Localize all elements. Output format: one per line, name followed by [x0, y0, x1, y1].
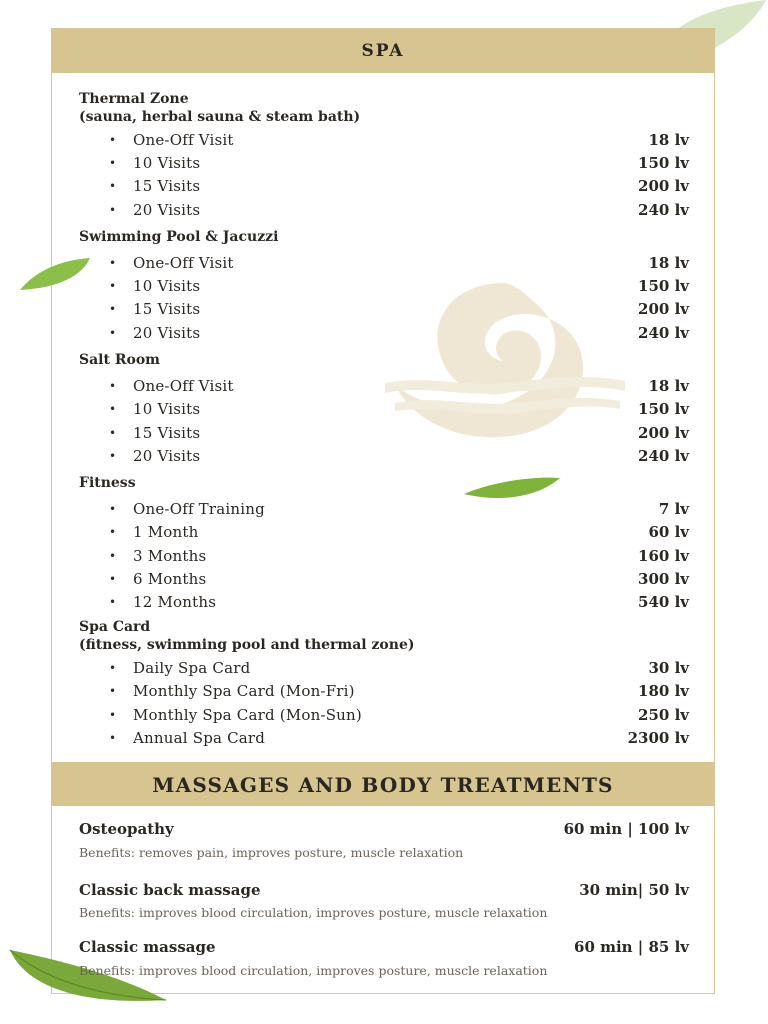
item-label: Annual Spa Card	[133, 729, 266, 747]
item-price: 250 lv	[638, 706, 689, 724]
section-heading-thermal-zone	[79, 90, 360, 126]
price-row	[79, 704, 689, 726]
price-row	[79, 521, 689, 543]
price-row	[79, 568, 689, 590]
bullet: •	[109, 549, 117, 563]
section-subtitle: (fitness, swimming pool and thermal zone)	[79, 637, 415, 653]
item-label: 20 Visits	[133, 201, 201, 219]
item-label: One-Off Visit	[133, 377, 234, 395]
section-heading-spa-card	[79, 618, 414, 654]
item-label: Daily Spa Card	[133, 659, 251, 677]
price-row	[79, 275, 689, 297]
treatment-benefits: Benefits: improves blood circulation, improves posture, muscle relaxation	[79, 963, 548, 978]
price-row	[79, 252, 689, 274]
section-title: Fitness	[79, 475, 136, 491]
bullet: •	[109, 502, 117, 516]
item-price: 160 lv	[638, 547, 689, 565]
item-label: 15 Visits	[133, 300, 201, 318]
item-label: 10 Visits	[133, 154, 201, 172]
item-label: One-Off Visit	[133, 254, 234, 272]
item-price: 200 lv	[638, 424, 689, 442]
item-price: 7 lv	[658, 500, 689, 518]
spa-title-band	[51, 28, 715, 73]
bullet: •	[109, 572, 117, 586]
bullet: •	[109, 525, 117, 539]
item-price: 2300 lv	[627, 729, 689, 747]
price-row	[79, 152, 689, 174]
price-row	[79, 545, 689, 567]
item-price: 60 lv	[648, 523, 689, 541]
item-price: 18 lv	[648, 131, 689, 149]
price-row	[79, 657, 689, 679]
bullet: •	[109, 256, 117, 270]
price-row	[79, 422, 689, 444]
item-price: 18 lv	[648, 254, 689, 272]
item-price: 30 lv	[648, 659, 689, 677]
treatment-name: Classic massage	[79, 938, 216, 956]
price-row	[79, 445, 689, 467]
price-row	[79, 591, 689, 613]
bullet: •	[109, 279, 117, 293]
bullet: •	[109, 302, 117, 316]
section-title: Swimming Pool & Jacuzzi	[79, 229, 279, 245]
item-price: 540 lv	[638, 593, 689, 611]
treatment-duration-price: 30 min| 50 lv	[579, 881, 689, 899]
bullet: •	[109, 595, 117, 609]
price-row	[79, 680, 689, 702]
item-label: 12 Months	[133, 593, 217, 611]
price-row	[79, 727, 689, 749]
bullet: •	[109, 379, 117, 393]
item-label: Monthly Spa Card (Mon-Fri)	[133, 682, 355, 700]
section-heading-fitness	[79, 474, 136, 492]
bullet: •	[109, 179, 117, 193]
item-label: 6 Months	[133, 570, 207, 588]
section-title: Spa Card	[79, 619, 151, 635]
treatment-benefits: Benefits: removes pain, improves posture, muscle relaxation	[79, 845, 464, 860]
item-label: 20 Visits	[133, 447, 201, 465]
item-price: 300 lv	[638, 570, 689, 588]
treatment-name: Osteopathy	[79, 820, 174, 838]
item-price: 150 lv	[638, 277, 689, 295]
item-price: 240 lv	[638, 324, 689, 342]
item-price: 240 lv	[638, 201, 689, 219]
price-row	[79, 199, 689, 221]
item-label: 1 Month	[133, 523, 199, 541]
item-price: 150 lv	[638, 400, 689, 418]
item-label: 15 Visits	[133, 177, 201, 195]
bullet: •	[109, 684, 117, 698]
bullet: •	[109, 156, 117, 170]
item-label: 15 Visits	[133, 424, 201, 442]
bullet: •	[109, 203, 117, 217]
treatment-benefits: Benefits: improves blood circulation, improves posture, muscle relaxation	[79, 905, 548, 920]
item-price: 240 lv	[638, 447, 689, 465]
item-label: 20 Visits	[133, 324, 201, 342]
bullet: •	[109, 326, 117, 340]
item-label: 10 Visits	[133, 400, 201, 418]
item-label: One-Off Visit	[133, 131, 234, 149]
price-row	[79, 398, 689, 420]
item-price: 200 lv	[638, 177, 689, 195]
item-price: 200 lv	[638, 300, 689, 318]
bullet: •	[109, 661, 117, 675]
section-title: Salt Room	[79, 352, 160, 368]
item-label: 3 Months	[133, 547, 207, 565]
price-row	[79, 129, 689, 151]
bullet: •	[109, 731, 117, 745]
massages-title-band	[51, 762, 715, 806]
section-subtitle: (sauna, herbal sauna & steam bath)	[79, 109, 361, 125]
treatment-duration-price: 60 min | 100 lv	[563, 820, 689, 838]
price-row	[79, 298, 689, 320]
bullet: •	[109, 402, 117, 416]
section-title: Thermal Zone	[79, 91, 189, 107]
item-label: One-Off Training	[133, 500, 265, 518]
item-price: 180 lv	[638, 682, 689, 700]
bullet: •	[109, 133, 117, 147]
bullet: •	[109, 426, 117, 440]
massages-title: MASSAGES AND BODY TREATMENTS	[152, 773, 614, 797]
price-row	[79, 498, 689, 520]
item-label: Monthly Spa Card (Mon-Sun)	[133, 706, 362, 724]
spa-title: SPA	[361, 41, 405, 61]
section-heading-swimming-pool	[79, 228, 278, 246]
item-label: 10 Visits	[133, 277, 201, 295]
item-price: 18 lv	[648, 377, 689, 395]
price-row	[79, 375, 689, 397]
bullet: •	[109, 449, 117, 463]
treatment-duration-price: 60 min | 85 lv	[574, 938, 689, 956]
treatment-name: Classic back massage	[79, 881, 261, 899]
bullet: •	[109, 708, 117, 722]
price-row	[79, 175, 689, 197]
price-row	[79, 322, 689, 344]
item-price: 150 lv	[638, 154, 689, 172]
section-heading-salt-room	[79, 351, 160, 369]
